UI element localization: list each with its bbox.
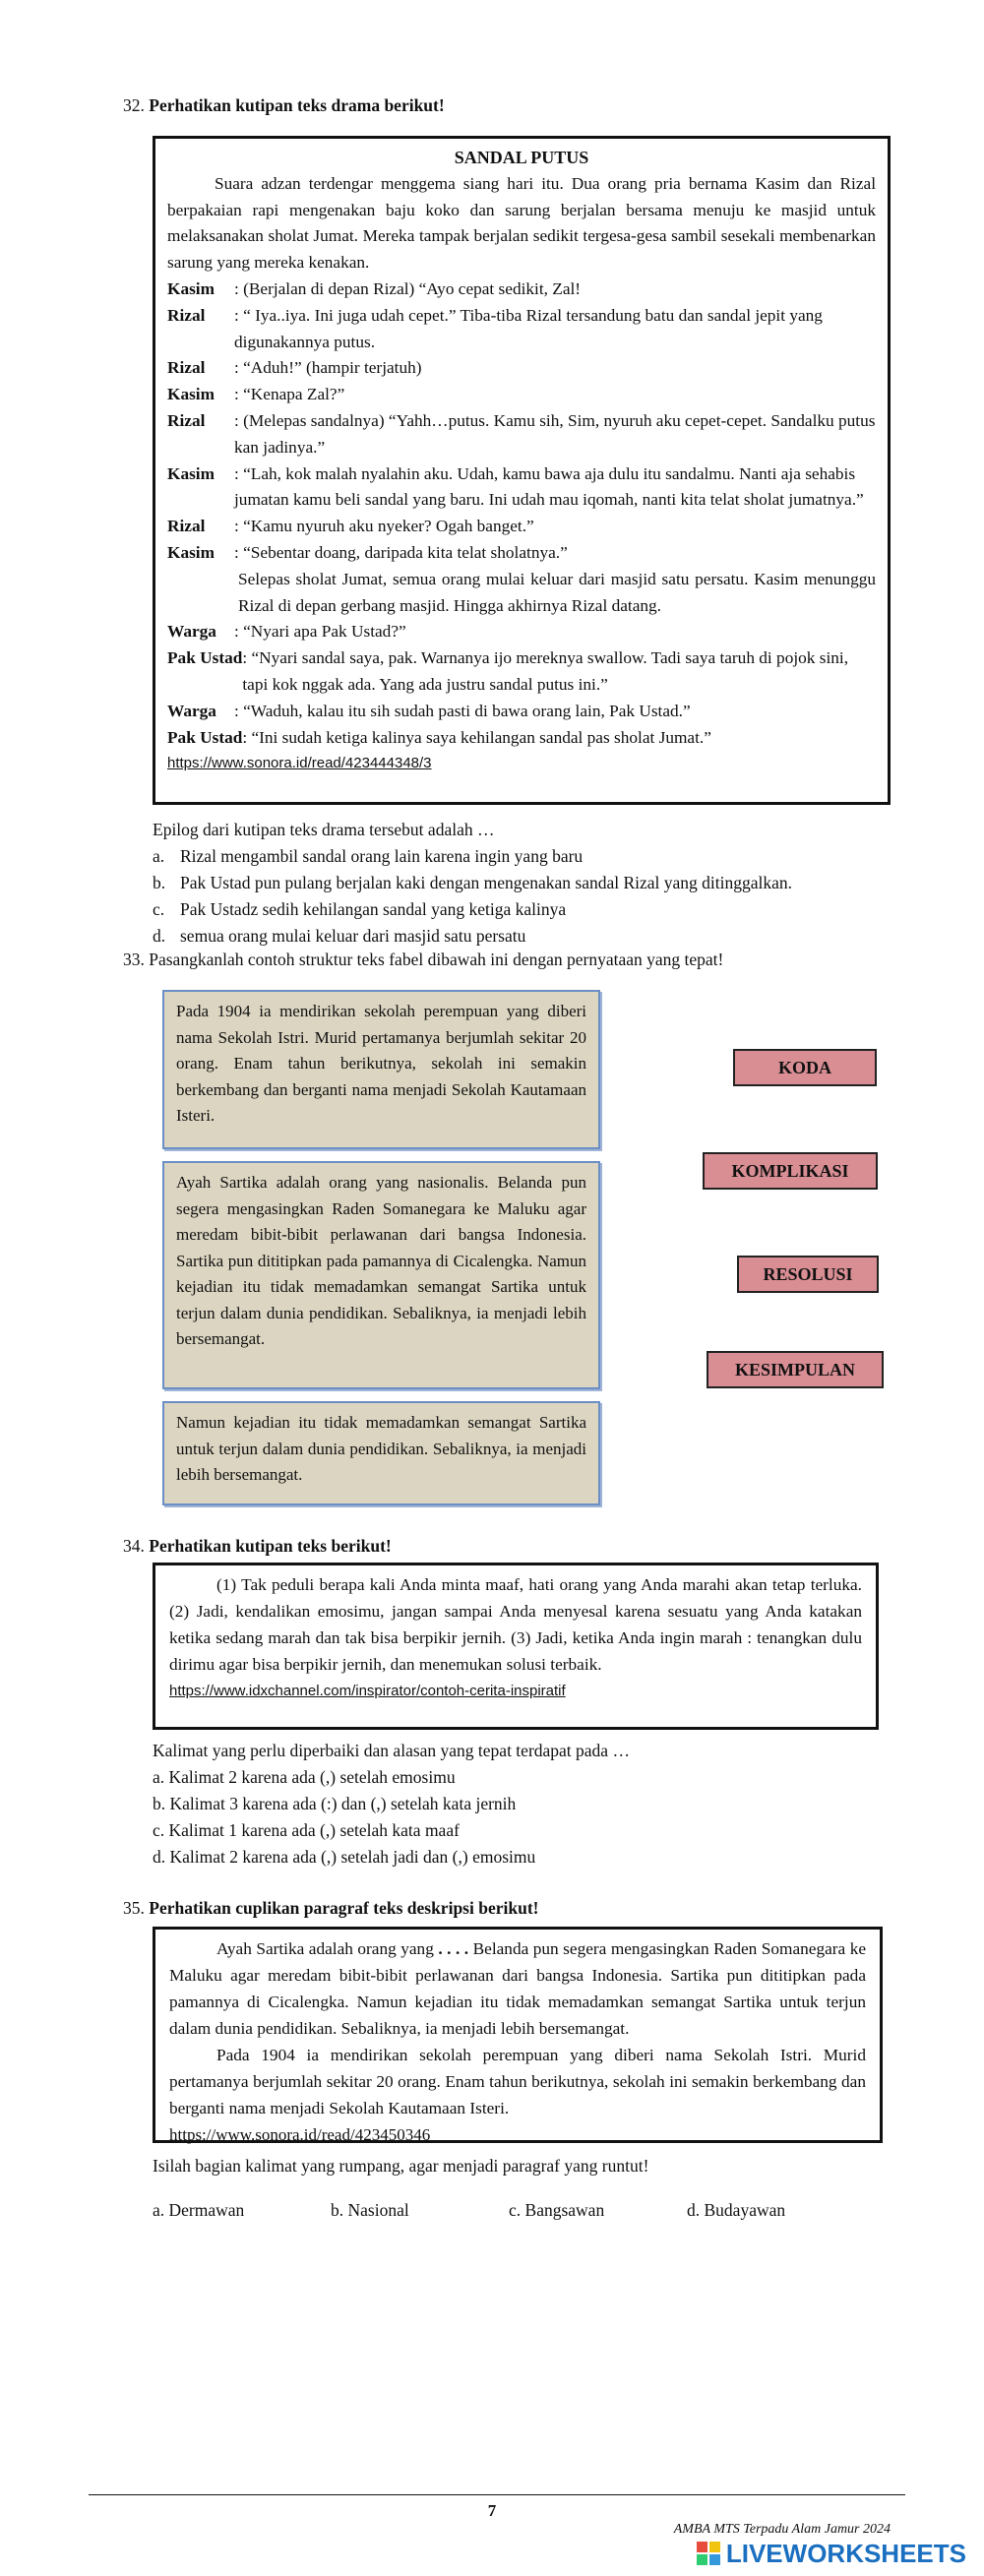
description-paragraph-2: Pada 1904 ia mendirikan sekolah perempuan yang diberi nama Sekolah Istri. Murid pertamanya berjumlah sekitar 20 orang. Enam tahun berikutnya, sekolah ini semakin berkembang dan berganti nama menjadi Sekolah Kautamaan Isteri. <box>169 2046 866 2117</box>
dialog-line <box>167 355 876 382</box>
quote-box <box>153 1563 879 1730</box>
speaker-name: Kasim <box>167 385 215 404</box>
option-a[interactable]: a. Dermawan <box>153 2200 245 2220</box>
question-34-prompt <box>153 1738 891 1871</box>
quote-text: (1) Tak peduli berapa kali Anda minta maaf, hati orang yang Anda marahi akan tetap terluka. (2) Jadi, kendalikan emosimu, jangan sampai Anda menyesal karena sesuatu yang Anda katakan ketika sedang marah dan tak bisa berpikir jernih. (3) Jadi, ketika Anda ingin marah : tenangkan dulu dirimu agar bisa berpikir jernih, dan menemukan solusi terbaik. <box>169 1575 862 1674</box>
speaker-name: Kasim <box>167 542 215 562</box>
source-link[interactable]: https://www.sonora.id/read/423450346 <box>169 2125 431 2144</box>
question-heading: Pasangkanlah contoh struktur teks fabel dibawah ini dengan pernyataan yang tepat! <box>149 950 724 969</box>
option-text: Pak Ustadz sedih kehilangan sandal yang ketiga kalinya <box>180 899 567 919</box>
answer-option[interactable]: b. Kalimat 3 karena ada (:) dan (,) setelah kata jernih <box>153 1794 517 1813</box>
dialog-block-1 <box>167 276 876 567</box>
structure-tag-resolusi[interactable]: RESOLUSI <box>737 1256 879 1293</box>
question-prompt: Epilog dari kutipan teks drama tersebut adalah … <box>153 820 495 839</box>
fable-card-3[interactable]: Namun kejadian itu tidak memadamkan semangat Sartika untuk terjun dalam dunia pendidikan. Sebaliknya, ia menjadi lebih bersemangat. <box>162 1401 600 1505</box>
dialog-text: : “Waduh, kalau itu sih sudah pasti di bawa orang lain, Pak Ustad.” <box>234 701 691 720</box>
source-link[interactable]: https://www.sonora.id/read/423444348/3 <box>167 755 432 772</box>
answer-options <box>153 843 891 950</box>
structure-tag-kesimpulan[interactable]: KESIMPULAN <box>707 1351 884 1388</box>
page-number: 7 <box>487 2501 497 2520</box>
dialog-line <box>167 303 876 356</box>
question-35-heading <box>123 1895 891 1922</box>
option-letter: d. <box>153 926 166 946</box>
answer-option[interactable]: c. Kalimat 1 karena ada (,) setelah kata maaf <box>153 1820 460 1840</box>
dialog-text: : “Ini sudah ketiga kalinya saya kehilangan sandal pas sholat Jumat.” <box>242 727 711 747</box>
dialog-line <box>167 408 876 461</box>
drama-intro: Suara adzan terdengar menggema siang hari itu. Dua orang pria bernama Kasim dan Rizal berpakaian rapi mengenakan baju koko dan sarung berjalan bersama menuju ke masjid untuk melaksanakan sholat Jumat. Mereka tampak berjalan sedikit tergesa-gesa sambil sesekali membenarkan sarung yang mereka kenakan. <box>167 173 876 273</box>
option-text: semua orang mulai keluar dari masjid satu persatu <box>180 926 526 946</box>
fable-card-2[interactable]: Ayah Sartika adalah orang yang nasionalis. Belanda pun segera mengasingkan Raden Somanegara ke Maluku agar meredam bibit-bibit perlawanan dari bangsa Indonesia. Sartika pun dititipkan pada pamannya di Cicalengka. Namun kejadian itu tidak memadamkan semangat Sartika untuk terjun dalam dunia pendidikan. Sebaliknya, ia menjadi lebih bersemangat. <box>162 1161 600 1389</box>
drama-narration: Selepas sholat Jumat, semua orang mulai keluar dari masjid satu persatu. Kasim menunggu Rizal di depan gerbang masjid. Hingga akhirnya Rizal datang. <box>238 569 876 615</box>
dialog-text: : “Kenapa Zal?” <box>234 385 345 404</box>
answer-option[interactable] <box>153 870 891 896</box>
question-heading: Perhatikan kutipan teks drama berikut! <box>149 95 445 115</box>
speaker-name: Rizal <box>167 410 206 430</box>
liveworksheets-logo[interactable] <box>697 2539 966 2569</box>
option-text: Pak Ustad pun pulang berjalan kaki dengan mengenakan sandal Rizal yang ditinggalkan. <box>180 873 793 892</box>
speaker-name: Warga <box>167 701 216 720</box>
option-text: Rizal mengambil sandal orang lain karena ingin yang baru <box>180 846 584 866</box>
question-33-heading <box>123 947 910 973</box>
dialog-text: : (Melepas sandalnya) “Yahh…putus. Kamu sih, Sim, nyuruh aku cepet-cepet. Sandalku putus kan jadinya.” <box>234 410 876 457</box>
paragraph-text: Belanda pun segera mengasingkan Raden Somanegara ke Maluku agar meredam bibit-bibit perlawanan dari bangsa Indonesia. Sartika pun dititipkan pada pamannya di Cicalengka. Namun kejadian itu tidak memadamkan semangat Sartika untuk terjun dalam dunia pendidikan. Sebaliknya, ia menjadi lebih bersemangat. <box>169 1939 867 2038</box>
speaker-name: Rizal <box>167 358 206 378</box>
answer-options <box>153 1764 891 1871</box>
question-heading: Perhatikan cuplikan paragraf teks deskripsi berikut! <box>149 1898 539 1918</box>
dialog-text: : “Aduh!” (hampir terjatuh) <box>234 358 422 378</box>
option-d[interactable]: d. Budayawan <box>687 2200 786 2220</box>
brand-name: LIVEWORKSHEETS <box>725 2539 966 2568</box>
dialog-line <box>167 276 876 303</box>
answer-option[interactable] <box>153 843 891 870</box>
dialog-text: : “Nyari apa Pak Ustad?” <box>234 622 406 642</box>
option-letter: a. <box>153 846 165 866</box>
description-box <box>153 1927 883 2143</box>
paragraph-text: Ayah Sartika adalah orang yang <box>216 1939 439 1958</box>
question-32-prompt <box>153 817 891 950</box>
dialog-text: : “Nyari sandal saya, pak. Warnanya ijo mereknya swallow. Tadi saya taruh di pojok sini, tapi kok nggak ada. Yang ada justru sandal putus ini.” <box>242 648 849 694</box>
question-number: 32. <box>123 95 145 115</box>
dialog-line <box>167 514 876 540</box>
answer-option[interactable] <box>153 923 891 950</box>
dialog-line <box>167 699 876 725</box>
speaker-name: Warga <box>167 622 216 642</box>
dialog-line <box>167 725 876 752</box>
question-heading: Perhatikan kutipan teks berikut! <box>149 1536 392 1556</box>
fable-card-1[interactable]: Pada 1904 ia mendirikan sekolah perempuan yang diberi nama Sekolah Istri. Murid pertamanya berjumlah sekitar 20 orang. Enam tahun berikutnya, sekolah ini semakin berkembang dan berganti nama menjadi Sekolah Kautamaan Isteri. <box>162 990 600 1149</box>
dialog-line <box>167 461 876 515</box>
dialog-block-2 <box>167 619 876 751</box>
dialog-text: : “Lah, kok malah nyalahin aku. Udah, kamu bawa aja dulu itu sandalmu. Nanti aja sehabis jumatan kamu beli sandal yang baru. Ini udah mau iqomah, nanti kita telat sholat jumatnya.” <box>234 463 864 510</box>
blank-marker: . . . . <box>438 1939 469 1958</box>
speaker-name: Kasim <box>167 278 215 298</box>
option-letter: c. <box>153 899 165 919</box>
answer-option[interactable]: d. Kalimat 2 karena ada (,) setelah jadi dan (,) emosimu <box>153 1847 536 1867</box>
dialog-text: : (Berjalan di depan Rizal) “Ayo cepat sedikit, Zal! <box>234 278 582 298</box>
question-32-heading <box>123 92 891 119</box>
speaker-name: Kasim <box>167 463 215 483</box>
school-credit: AMBA MTS Terpadu Alam Jamur 2024 <box>673 2522 891 2537</box>
dialog-line <box>167 645 876 699</box>
dialog-text: : “Kamu nyuruh aku nyeker? Ogah banget.” <box>234 517 534 536</box>
answer-option[interactable]: a. Kalimat 2 karena ada (,) setelah emosimu <box>153 1767 456 1787</box>
dialog-line <box>167 540 876 567</box>
drama-excerpt-box <box>153 136 891 805</box>
answer-option[interactable] <box>153 896 891 923</box>
dialog-line <box>167 619 876 645</box>
question-number: 35. <box>123 1898 145 1918</box>
drama-title: SANDAL PUTUS <box>454 148 589 167</box>
question-prompt: Kalimat yang perlu diperbaiki dan alasan yang tepat terdapat pada … <box>153 1741 630 1760</box>
speaker-name: Pak Ustad <box>167 648 243 668</box>
liveworksheets-icon <box>697 2542 722 2567</box>
speaker-name: Rizal <box>167 517 206 536</box>
dialog-text: : “ Iya..iya. Ini juga udah cepet.” Tiba-tiba Rizal tersandung batu dan sandal jepit yang digunakannya putus. <box>234 305 823 351</box>
structure-tag-komplikasi[interactable]: KOMPLIKASI <box>703 1152 878 1190</box>
structure-tag-koda[interactable]: KODA <box>733 1049 877 1086</box>
dialog-line <box>167 382 876 408</box>
speaker-name: Pak Ustad <box>167 727 243 747</box>
option-b[interactable]: b. Nasional <box>331 2200 409 2220</box>
option-c[interactable]: c. Bangsawan <box>509 2200 605 2220</box>
speaker-name: Rizal <box>167 305 206 325</box>
description-paragraph-1 <box>169 1935 866 2042</box>
footer-divider <box>89 2494 905 2495</box>
source-link[interactable]: https://www.idxchannel.com/inspirator/contoh-cerita-inspiratif <box>169 1683 566 1699</box>
question-34-heading <box>123 1533 891 1560</box>
dialog-text: : “Sebentar doang, daripada kita telat sholatnya.” <box>234 542 568 562</box>
question-number: 33. <box>123 950 145 969</box>
option-letter: b. <box>153 873 166 892</box>
question-number: 34. <box>123 1536 145 1556</box>
question-35-prompt: Isilah bagian kalimat yang rumpang, agar menjadi paragraf yang runtut! <box>153 2156 649 2176</box>
